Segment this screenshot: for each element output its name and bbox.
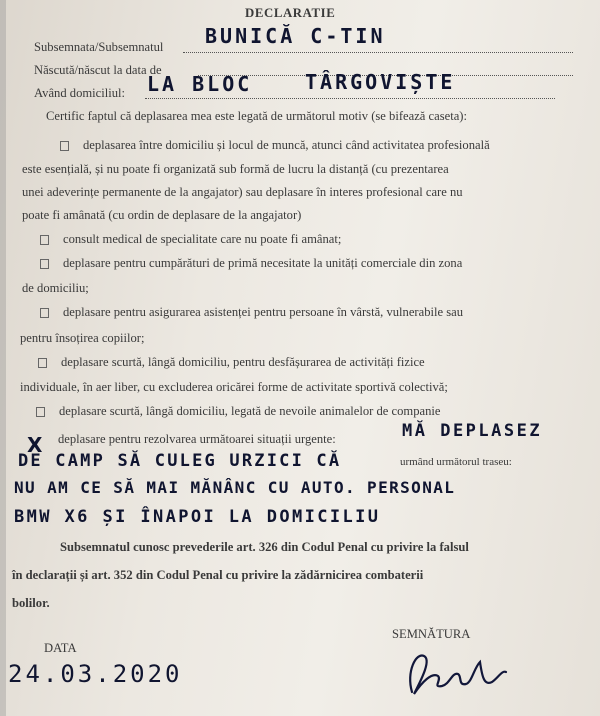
form-title: DECLARATIE bbox=[245, 6, 336, 20]
option-assist-text-1: deplasare pentru asigurarea asistenței pentru persoane în vârstă, vulnerabile sau bbox=[63, 305, 464, 319]
handwritten-signature bbox=[402, 642, 512, 702]
option-work-line-1 bbox=[60, 138, 490, 153]
option-assist-line-1 bbox=[40, 305, 463, 320]
urgent-handwriting-4: BMW X6 ȘI ÎNAPOI LA DOMICILIU bbox=[14, 507, 381, 527]
option-exercise-line-1 bbox=[38, 355, 425, 370]
option-pets bbox=[36, 404, 441, 419]
name-line bbox=[183, 52, 573, 53]
checkbox-pets bbox=[36, 407, 45, 417]
domicile-line bbox=[145, 98, 555, 99]
domicile-value-2: TÂRGOVIȘTE bbox=[305, 70, 456, 94]
checkbox-work bbox=[60, 141, 69, 151]
legal-line-2: în declarații și art. 352 din Codul Penal cu privire la zădărnicirea combaterii bbox=[12, 568, 424, 582]
option-urgent-text: deplasare pentru rezolvarea următoarei situații urgente: bbox=[58, 432, 336, 446]
signature-stroke bbox=[410, 655, 506, 694]
intro-text: Certific faptul că deplasarea mea este legată de următorul motiv (se bifează caseta): bbox=[46, 109, 467, 123]
checkbox-medical bbox=[40, 235, 49, 245]
route-label: urmând următorul traseu: bbox=[400, 456, 512, 468]
option-shopping-line-2: de domiciliu; bbox=[22, 281, 89, 295]
legal-line-3: bolilor. bbox=[12, 596, 50, 610]
urgent-handwriting-2: DE CAMP SĂ CULEG URZICI CĂ bbox=[18, 451, 342, 471]
option-work-line-2: este esențială, și nu poate fi organizată sub formă de lucru la distanță (cu prezentarea bbox=[22, 162, 449, 176]
domicile-value-1: LA BLOC bbox=[147, 72, 253, 96]
option-medical-text: consult medical de specialitate care nu poate fi amânat; bbox=[63, 232, 342, 246]
option-shopping-line-1 bbox=[40, 256, 462, 271]
option-pets-text: deplasare scurtă, lângă domiciliu, legată de nevoile animalelor de companie bbox=[59, 404, 441, 418]
checkbox-shopping bbox=[40, 259, 49, 269]
born-label: Născută/născut la data de bbox=[34, 63, 162, 77]
checkbox-assist bbox=[40, 308, 49, 318]
checked-mark: X bbox=[27, 433, 43, 457]
legal-line-1: Subsemnatul cunosc prevederile art. 326 din Codul Penal cu privire la falsul bbox=[60, 540, 469, 554]
page-edge-shadow bbox=[0, 0, 6, 716]
option-work-text-1: deplasarea între domiciliu și locul de muncă, atunci când activitatea profesională bbox=[83, 138, 490, 152]
urgent-handwriting-3: NU AM CE SĂ MAI MĂNÂNC CU AUTO. PERSONAL bbox=[14, 478, 456, 497]
option-work-line-4: poate fi amânată (cu ordin de deplasare de la angajator) bbox=[22, 208, 302, 222]
signature-label: SEMNĂTURA bbox=[392, 627, 471, 641]
checkbox-exercise bbox=[38, 358, 47, 368]
name-label: Subsemnata/Subsemnatul bbox=[34, 40, 164, 54]
date-label: DATA bbox=[44, 641, 77, 655]
date-value: 24.03.2020 bbox=[8, 660, 183, 688]
option-exercise-line-2: individuale, în aer liber, cu excluderea oricărei forme de activitate sportivă colectivă; bbox=[20, 380, 448, 394]
name-value: BUNICĂ C-TIN bbox=[205, 24, 386, 48]
option-medical bbox=[40, 232, 341, 247]
urgent-handwriting-1: MĂ DEPLASEZ bbox=[402, 421, 543, 441]
option-work-line-3: unei adeverințe permanente de la angajator) sau deplasare în interes profesional care nu bbox=[22, 185, 463, 199]
option-shopping-text-1: deplasare pentru cumpărături de primă necesitate la unități comerciale din zona bbox=[63, 256, 463, 270]
option-exercise-text-1: deplasare scurtă, lângă domiciliu, pentru desfășurarea de activități fizice bbox=[61, 355, 425, 369]
option-assist-line-2: pentru însoțirea copiilor; bbox=[20, 331, 145, 345]
domicile-label: Având domiciliul: bbox=[34, 86, 126, 100]
